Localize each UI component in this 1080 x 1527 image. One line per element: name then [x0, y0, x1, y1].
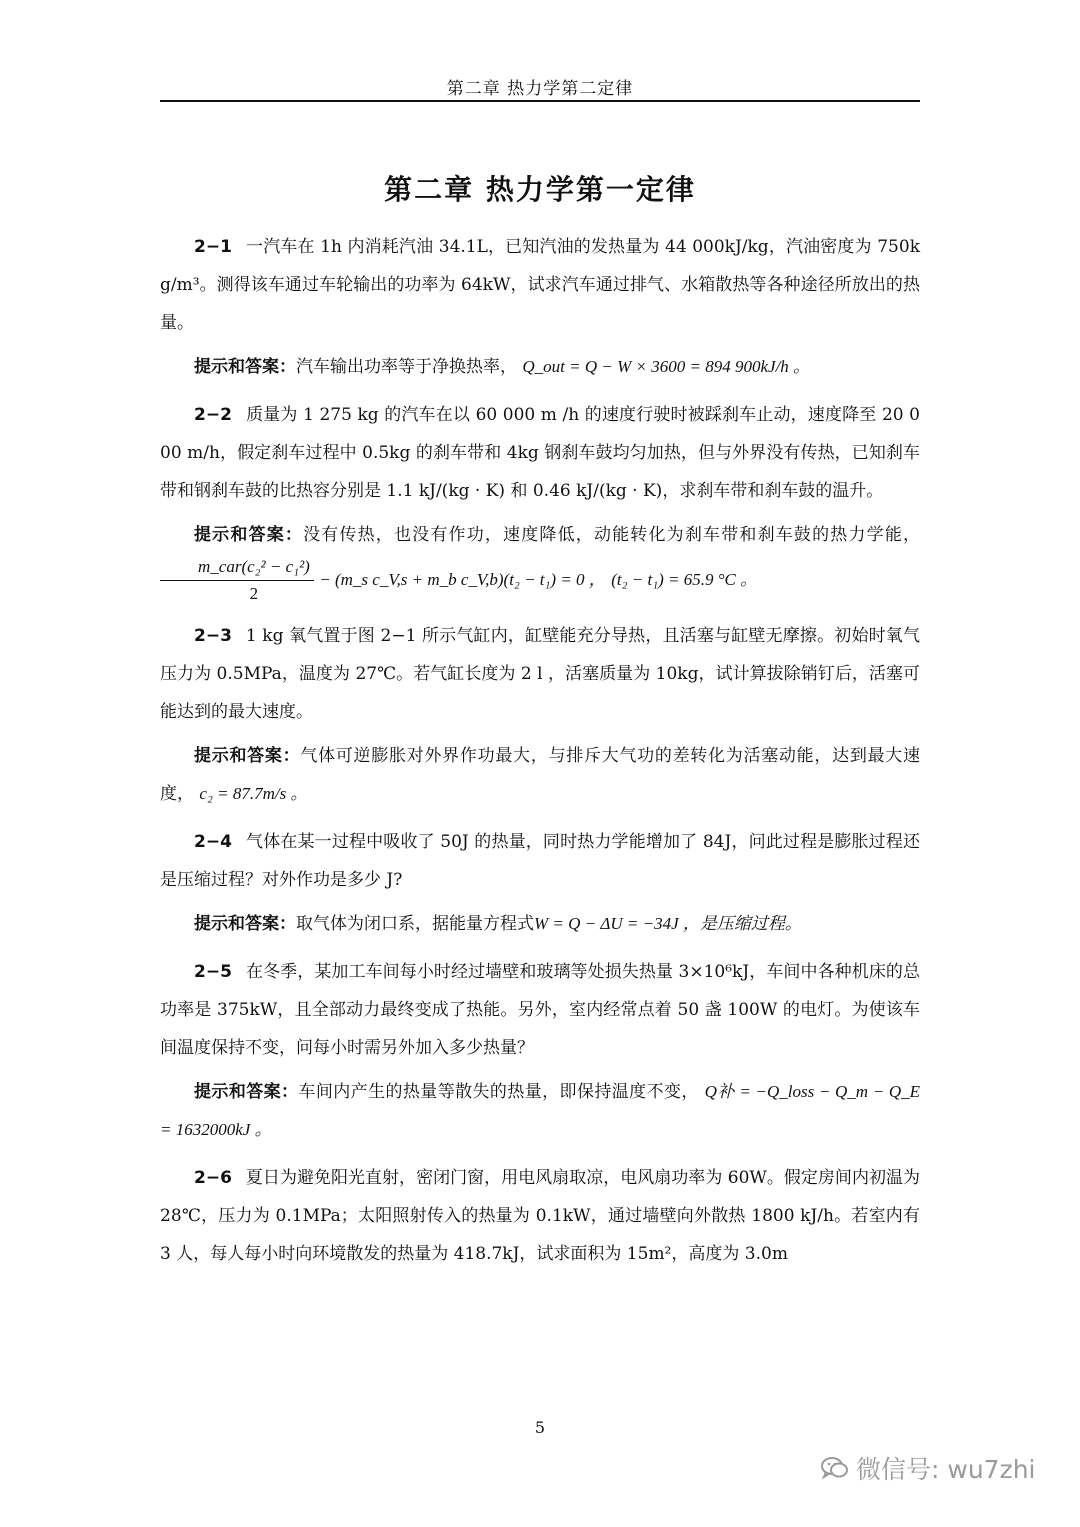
energy-fraction	[160, 554, 314, 607]
hint-label: 提示和答案：	[194, 357, 296, 377]
hint-2-2	[160, 516, 920, 607]
answer-formula: Q补 = −Q_loss − Q_m − Q_E = 1632000kJ 。	[160, 1082, 921, 1139]
problem-text: 气体在某一过程中吸收了 50J 的热量，同时热力学能增加了 84J，问此过程是膨胀过程还是压缩过程？对外作功是多少 J?	[160, 832, 920, 890]
header-rule	[160, 100, 920, 102]
problem-text: 夏日为避免阳光直射，密闭门窗，用电风扇取凉，电风扇功率为 60W。假定房间内初温为 28℃，压力为 0.1MPa；太阳照射传入的热量为 0.1kW，通过墙壁向外散热 1800 kJ/h。若室内有 3 人，每人每小时向环境散发的热量为 418.7kJ，试求面积为 15m²，高度为 3.0m	[160, 1168, 920, 1264]
watermark	[820, 1450, 1035, 1486]
hint-2-1	[160, 348, 920, 386]
problem-number: 2−6	[194, 1168, 232, 1188]
page-number: 5	[534, 1418, 546, 1437]
problem-text: 1 kg 氧气置于图 2−1 所示气缸内，缸壁能充分导热，且活塞与缸壁无摩擦。初始时氧气压力为 0.5MPa，温度为 27℃。若气缸长度为 2 l ，活塞质量为 10kg，试计算拔除销钉后，活塞可能达到的最大速度。	[160, 626, 920, 722]
hint-label: 提示和答案：	[194, 746, 301, 766]
energy-equation: − (m_s c_V,s + m_b c_V,b)(t₂ − t₁) = 0 ，	[319, 570, 606, 589]
document-body	[160, 228, 920, 1279]
hint-text: 没有传热，也没有作功，速度降低，动能转化为刹车带和刹车鼓的热力学能，	[303, 525, 920, 545]
problem-number: 2−5	[194, 962, 232, 982]
hint-label: 提示和答案：	[194, 525, 304, 545]
fraction-numerator: m_car(c₂² − c₁²)	[160, 554, 314, 581]
problem-number: 2−3	[194, 626, 232, 646]
hint-text: 车间内产生的热量等散失的热量，即保持温度不变，	[298, 1082, 699, 1102]
running-header: 第二章 热力学第二定律	[446, 79, 634, 99]
answer-formula: c₂ = 87.7m/s 。	[199, 784, 308, 803]
answer-formula: W = Q − ΔU = −34J ，是压缩过程。	[534, 914, 802, 933]
problem-2-6	[160, 1159, 920, 1273]
chapter-title: 第二章 热力学第一定律	[384, 173, 696, 206]
answer-formula: (t₂ − t₁) = 65.9 °C 。	[611, 570, 758, 589]
problem-number: 2−2	[194, 405, 232, 425]
answer-formula: Q_out = Q − W × 3600 = 894 900kJ/h 。	[522, 357, 811, 376]
problem-2-2	[160, 396, 920, 510]
problem-text: 一汽车在 1h 内消耗汽油 34.1L，已知汽油的发热量为 44 000kJ/kg，汽油密度为 750kg/m³。测得该车通过车轮输出的功率为 64kW，试求汽车通过排气、水箱散热等各种途径所放出的热量。	[160, 237, 920, 333]
problem-2-5	[160, 953, 920, 1067]
hint-text: 气体可逆膨胀对外界作功最大，与排斥大气功的差转化为活塞动能，达到最大速度，	[160, 746, 921, 804]
problem-2-3	[160, 617, 920, 731]
hint-2-4	[160, 905, 920, 943]
problem-2-1	[160, 228, 920, 342]
hint-2-3	[160, 737, 920, 813]
hint-text: 取气体为闭口系，据能量方程式	[296, 914, 534, 934]
problem-number: 2−4	[194, 832, 232, 852]
fraction-denominator: 2	[249, 584, 259, 603]
hint-label: 提示和答案：	[194, 914, 296, 934]
problem-text: 在冬季，某加工车间每小时经过墙壁和玻璃等处损失热量 3×10⁶kJ，车间中各种机床的总功率是 375kW，且全部动力最终变成了热能。另外，室内经常点着 50 盏 100W 的电灯。为使该车间温度保持不变，问每小时需另外加入多少热量？	[160, 962, 920, 1058]
hint-label: 提示和答案：	[194, 1082, 299, 1102]
problem-number: 2−1	[194, 237, 232, 257]
problem-text: 质量为 1 275 kg 的汽车在以 60 000 m /h 的速度行驶时被踩刹车止动，速度降至 20 000 m/h，假定刹车过程中 0.5kg 的刹车带和 4kg 钢刹车鼓均匀加热，但与外界没有传热，已知刹车带和钢刹车鼓的比热容分别是 1.1 kJ/(kg · K) 和 0.46 kJ/(kg · K)，求刹车带和刹车鼓的温升。	[160, 405, 920, 501]
watermark-text: 微信号: wu7zhi	[856, 1455, 1036, 1484]
hint-text: 汽车输出功率等于净换热率，	[296, 357, 517, 377]
wechat-icon	[820, 1455, 850, 1481]
problem-2-4	[160, 823, 920, 899]
hint-2-5	[160, 1073, 920, 1149]
